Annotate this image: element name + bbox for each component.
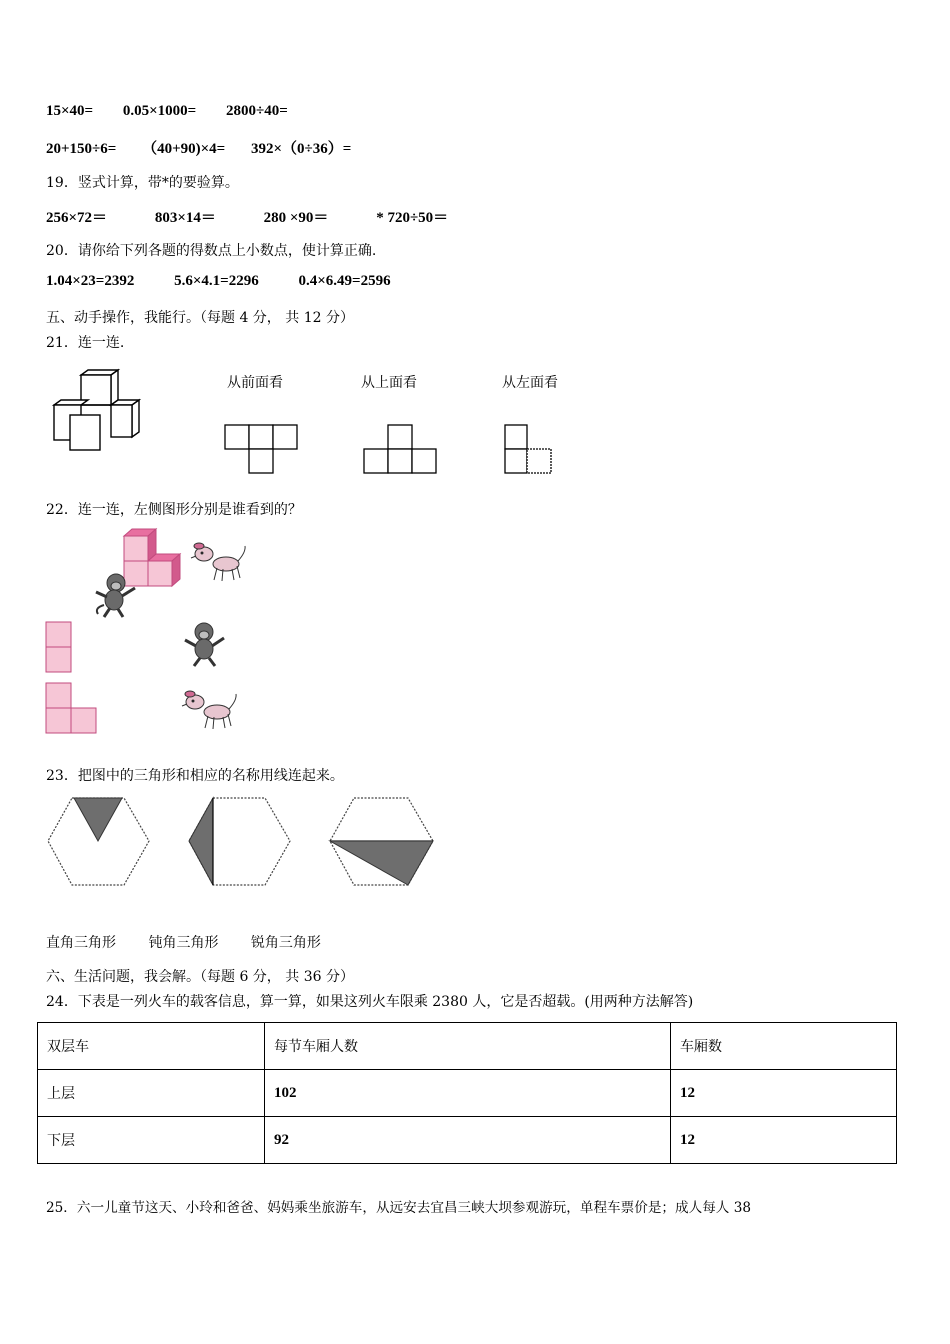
table-cell: 12 (671, 1070, 897, 1117)
table-cell: 92 (265, 1117, 671, 1164)
passenger-table (37, 1022, 897, 1164)
calc-item: 0.4×6.49=2596 (298, 273, 391, 289)
calc-item: 2800÷40= (225, 103, 288, 119)
calc-item: 0.05×1000= (122, 103, 197, 119)
question-20: 20．请你给下列各题的得数点上小数点，使计算正确. (46, 243, 377, 259)
calc-item: 15×40= (46, 103, 94, 119)
question-23: 23．把图中的三角形和相应的名称用线连起来。 (46, 768, 344, 784)
calc-row-20 (46, 273, 391, 290)
view-label-top: 从上面看 (361, 375, 417, 391)
table-cell: 102 (265, 1070, 671, 1117)
calc-row-2 (46, 137, 351, 158)
monkey-icon (182, 622, 230, 668)
question-24: 24．下表是一列火车的载客信息，算一算，如果这列火车限乘 2380 人，它是否超载。(用两种方法解答) (46, 994, 694, 1010)
calc-item: * 720÷50＝ (376, 210, 449, 226)
table-cell: 下层 (38, 1117, 265, 1164)
calc-item: 803×14＝ (154, 210, 216, 226)
triangle-names (46, 932, 321, 952)
view-shape-t (224, 424, 300, 476)
table-row (38, 1117, 897, 1164)
view-shape-l (504, 424, 556, 476)
calc-row-19 (46, 206, 448, 227)
table-header-row (38, 1023, 897, 1070)
triangle-name-right: 直角三角形 (46, 935, 116, 951)
pink-view-column (45, 621, 73, 675)
dog-icon (190, 540, 248, 584)
calc-row-1 (46, 103, 288, 120)
question-22: 22．连一连，左侧图形分别是谁看到的？ (46, 502, 302, 518)
calc-item: （40+90)×4= (142, 141, 226, 157)
triangle-name-acute: 锐角三角形 (250, 935, 321, 951)
pink-view-l (45, 682, 101, 736)
table-row (38, 1070, 897, 1117)
table-header-cell: 双层车 (38, 1023, 265, 1070)
dog-icon (181, 688, 239, 732)
calc-item: 5.6×4.1=2296 (174, 273, 259, 289)
view-label-front: 从前面看 (227, 375, 283, 391)
calc-item: 392×（0÷36）= (250, 141, 352, 157)
calc-item: 20+150÷6= (46, 141, 117, 157)
question-19: 19．竖式计算，带*的要验算。 (46, 175, 239, 191)
view-label-left: 从左面看 (502, 375, 558, 391)
calc-item: 1.04×23=2392 (46, 273, 135, 289)
table-cell: 12 (671, 1117, 897, 1164)
section-5-title: 五、动手操作，我能行。（每题 4 分， 共 12 分） (46, 310, 354, 326)
triangle-name-obtuse: 钝角三角形 (148, 935, 219, 951)
question-25: 25．六一儿童节这天、小玲和爸爸、妈妈乘坐旅游车，从远安去宜昌三峡大坝参观游玩，单程车票价是；成人每人 38 (46, 1200, 752, 1216)
question-21: 21．连一连. (46, 335, 125, 351)
calc-item: 280 ×90＝ (263, 210, 329, 226)
monkey-icon (92, 572, 140, 618)
hexagon-figure-2 (188, 796, 292, 888)
table-cell: 上层 (38, 1070, 265, 1117)
section-6-title: 六、生活问题，我会解。（每题 6 分， 共 36 分） (46, 969, 354, 985)
table-header-cell: 每节车厢人数 (265, 1023, 671, 1070)
cube-stack-figure (50, 370, 150, 452)
view-shape-inverted-t (363, 424, 439, 476)
hexagon-figure-3 (329, 796, 435, 888)
table-header-cell: 车厢数 (671, 1023, 897, 1070)
hexagon-figure-1 (47, 796, 151, 888)
calc-item: 256×72＝ (46, 210, 108, 226)
